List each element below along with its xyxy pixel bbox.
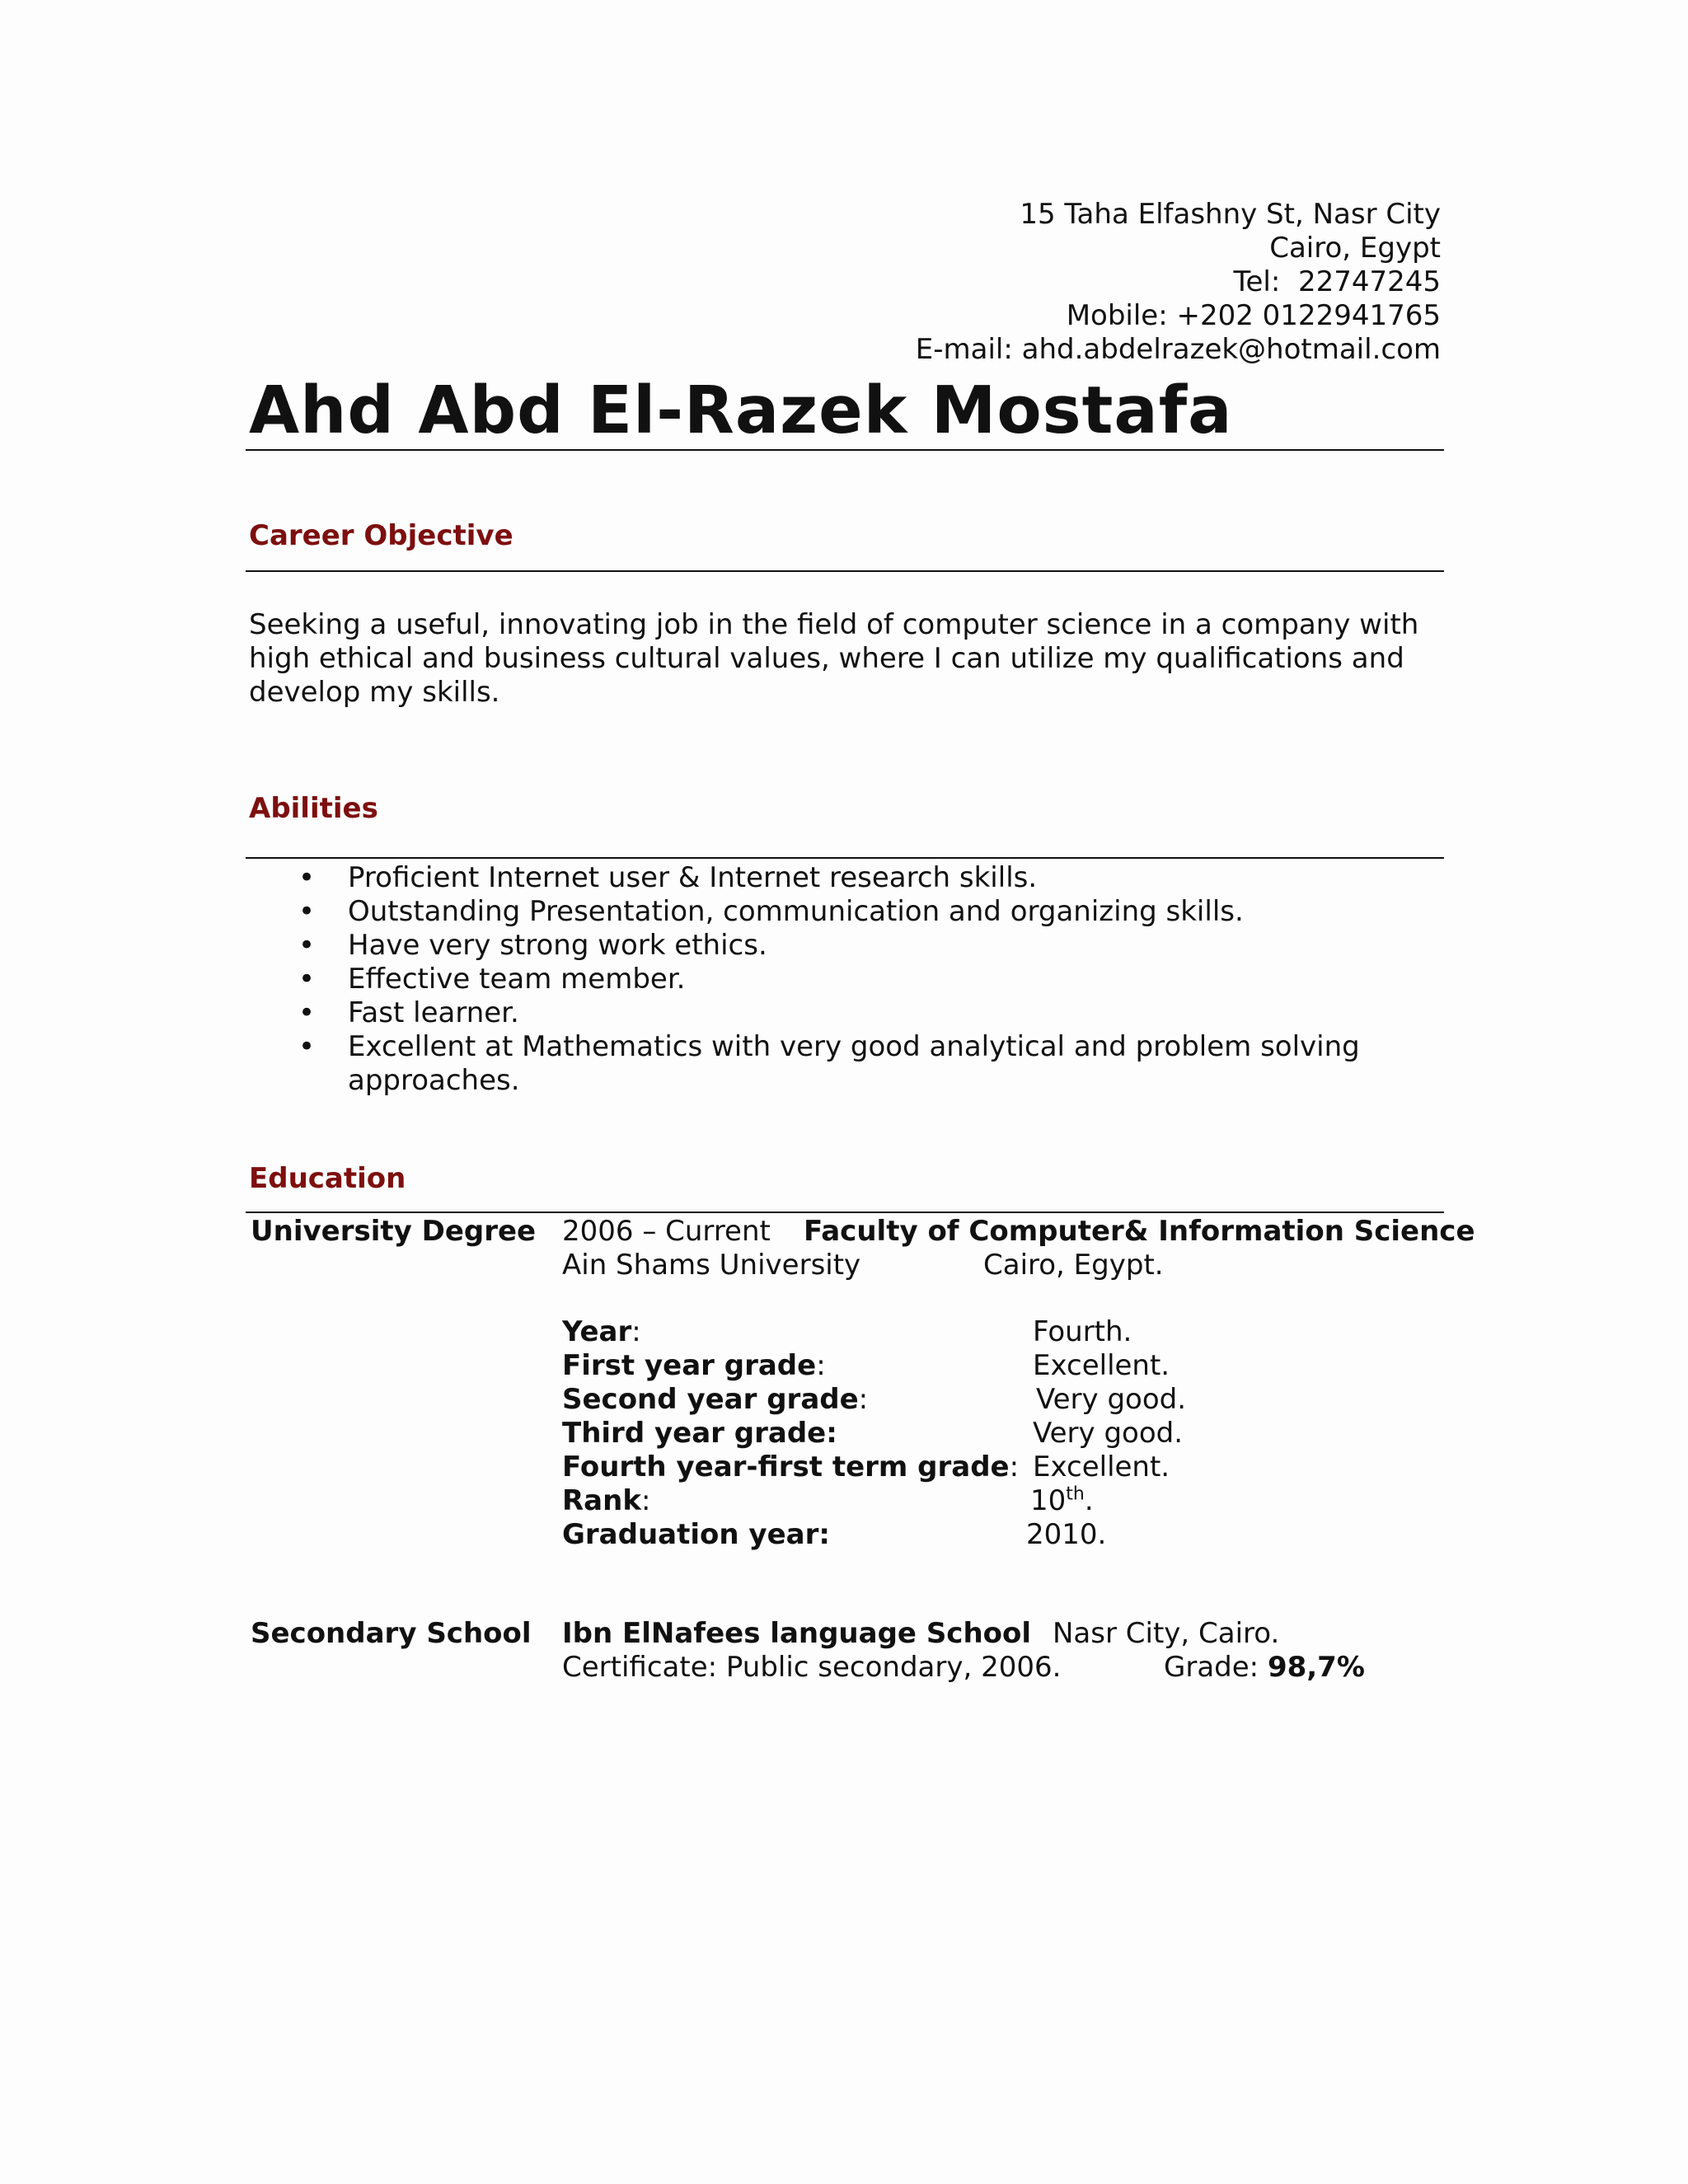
ability-item: • Have very strong work ethics.	[249, 929, 1428, 963]
grade-suffix: :	[858, 1383, 869, 1416]
secondary-grade-value: 98,7%	[1267, 1651, 1365, 1684]
grade-row-graduation-year	[562, 1518, 830, 1552]
career-objective-line: high ethical and business cultural values, where I can utilize my qualifications and	[249, 642, 1404, 675]
section-title-education: Education	[249, 1162, 406, 1195]
rank-tail: .	[1084, 1484, 1094, 1517]
section-title-abilities: Abilities	[249, 792, 378, 825]
name-divider	[246, 449, 1444, 451]
secondary-school-name: Ibn ElNafees language School	[562, 1617, 1032, 1650]
career-objective-line: Seeking a useful, innovating job in the field of computer science in a company with	[249, 608, 1419, 641]
secondary-certificate: Certificate: Public secondary, 2006.	[562, 1651, 1062, 1684]
grade-row-third-year	[562, 1417, 837, 1451]
abilities-divider	[246, 857, 1444, 859]
grade-value: Very good.	[1033, 1417, 1184, 1450]
telephone: Tel: 22747245	[1233, 265, 1441, 298]
candidate-name: Ahd Abd El-Razek Mostafa	[249, 373, 1233, 448]
mobile: Mobile: +202 0122941765	[1066, 299, 1441, 332]
secondary-school-location: Nasr City, Cairo.	[1053, 1617, 1280, 1650]
grade-suffix: :	[816, 1349, 826, 1382]
grade-row-first-year	[562, 1349, 826, 1383]
rank-number: 10	[1030, 1484, 1067, 1517]
grade-suffix: :	[631, 1315, 641, 1348]
grade-label: Fourth year-first term grade	[562, 1451, 1010, 1483]
ability-item: • Effective team member.	[249, 963, 1428, 996]
grade-row-fourth-year	[562, 1451, 1019, 1484]
section-title-career-objective: Career Objective	[249, 519, 513, 552]
secondary-grade-label: Grade:	[1164, 1651, 1268, 1684]
university-name: Ain Shams University	[562, 1249, 861, 1282]
education-divider	[246, 1212, 1444, 1213]
abilities-list	[249, 861, 1428, 1098]
grade-value: Excellent.	[1033, 1349, 1170, 1382]
grade-label: Third year grade:	[562, 1417, 837, 1450]
grade-label: Rank	[562, 1484, 641, 1517]
ability-item: • Fast learner.	[249, 996, 1428, 1030]
grade-value: Excellent.	[1033, 1451, 1170, 1483]
ability-item: • Excellent at Mathematics with very good analytical and problem solving	[249, 1030, 1428, 1064]
grade-label: Graduation year:	[562, 1518, 830, 1551]
ability-item-continuation	[249, 1064, 1428, 1098]
grade-label: Second year grade	[562, 1383, 859, 1416]
contact-block	[916, 198, 1441, 367]
faculty-name: Faculty of Computer& Information Science	[804, 1215, 1475, 1248]
address-line-1: 15 Taha Elfashny St, Nasr City	[1020, 198, 1441, 231]
grade-label: Year	[562, 1315, 632, 1348]
ability-item: • Proficient Internet user & Internet research skills.	[249, 861, 1428, 895]
career-objective-divider	[246, 570, 1444, 572]
grade-row-second-year	[562, 1383, 868, 1417]
grade-row-rank	[562, 1484, 650, 1518]
email: E-mail: ahd.abdelrazek@hotmail.com	[915, 333, 1441, 366]
career-objective-line: develop my skills.	[249, 676, 500, 709]
grade-value: Fourth.	[1033, 1315, 1132, 1348]
ability-item: • Outstanding Presentation, communication and organizing skills.	[249, 895, 1428, 929]
university-period: 2006 – Current	[562, 1215, 771, 1248]
university-location: Cairo, Egypt.	[983, 1249, 1164, 1282]
secondary-school-label: Secondary School	[251, 1617, 532, 1650]
address-line-2: Cairo, Egypt	[1269, 232, 1441, 265]
grade-label: First year grade	[562, 1349, 817, 1382]
rank-superscript: th	[1066, 1483, 1085, 1505]
secondary-grade	[1164, 1651, 1365, 1685]
grade-suffix: :	[1009, 1451, 1020, 1483]
ability-continuation-text: approaches.	[348, 1064, 520, 1097]
grade-value: Very good.	[1036, 1383, 1187, 1416]
grade-row-year	[562, 1315, 641, 1349]
career-objective-text	[249, 608, 1428, 710]
grade-value: 2010.	[1026, 1518, 1107, 1551]
grade-suffix: :	[640, 1484, 651, 1517]
university-degree-label: University Degree	[251, 1215, 537, 1248]
grade-value-rank	[1030, 1484, 1094, 1518]
